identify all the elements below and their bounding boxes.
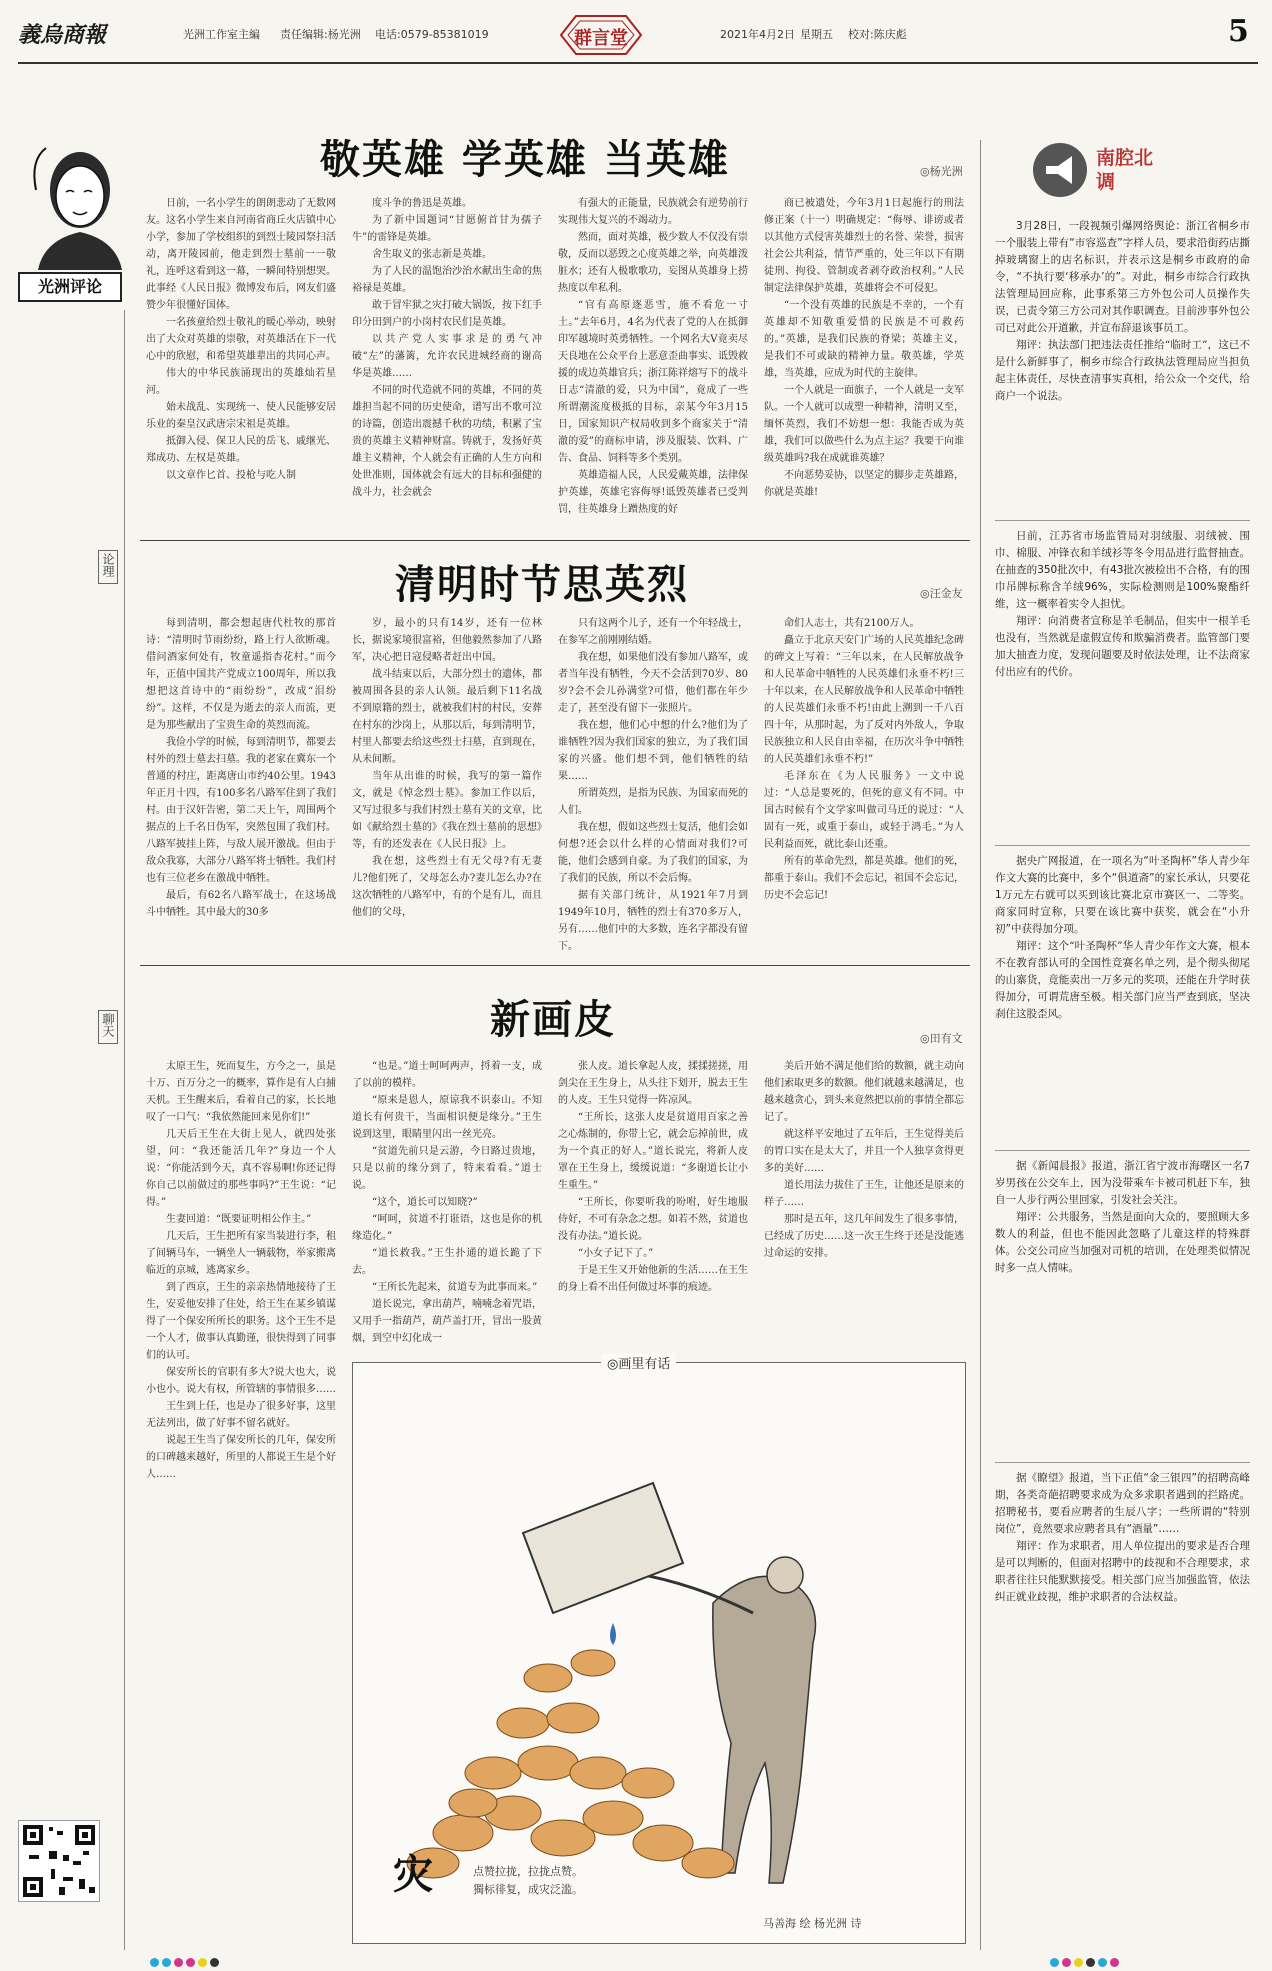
- cartoon-box: [352, 1357, 966, 1944]
- issue-date: 2021年4月2日: [720, 28, 795, 41]
- column-label-box: [18, 272, 122, 302]
- tag-liaotian-text: 聊天: [101, 1013, 115, 1037]
- color-dot: [198, 1958, 207, 1967]
- column-logo-text: 群言堂: [574, 28, 628, 49]
- color-dot: [1074, 1958, 1083, 1967]
- cartoon-char: 灾: [393, 1851, 433, 1898]
- tag-lunli: [98, 550, 118, 584]
- author-portrait: [18, 130, 122, 270]
- column-logo: [556, 12, 646, 58]
- masthead: [18, 14, 1258, 62]
- article2-col3: 只有这两个儿子，还有一个年轻战士，在参军之前刚刚结婚。 我在想，如果他们没有参加八路军，或者当年没有牺牲，今天不会活到70岁、80岁?会不会儿孙满堂?可惜，他们都在年少走了，甚至没有留下一张照片。 我在想，他们心中想的什么?他们为了谁牺牲?因为我们国家的独立，为了我们国家的兴盛。他们想不到，他们牺牲的结果…… 所谓英烈，是指为民族、为国家而死的人们。 我在想，假如这些烈士复活，他们会如何想?还会以什么样的心情面对我们?可能，他们会感到自豪。为了我们的国家，为了我们的民族，所以不会后悔。 据有关部门统计，从1921年7月到1949年10月，牺牲的烈士有370多万人，另有……他们中的大多数，连名字都没有留下。: [558, 618, 748, 952]
- article1-title: 敬英雄 学英雄 当英雄: [320, 137, 730, 183]
- nanqiang-label: 南腔北调: [1096, 147, 1154, 193]
- header-rule: [18, 62, 1258, 64]
- article3-title: 新画皮: [490, 997, 616, 1043]
- footer-color-dots-right: [1050, 1952, 1122, 1971]
- right-block-3: 据央广网报道，在一项名为“叶圣陶杯”华人青少年作文大赛的比赛中，多个“俱道斋”的家长承认，只要花1万元左右就可以买到该比赛北京市赛区一、二等奖。商家同时宣称，只要在该比赛中获奖，就会在“小升初”中获得加分项。 翔评：这个“叶圣陶杯”华人青少年作文大赛，根本不在教育部认可的全国性竞赛名单之列，是个彻头彻尾的山寨货，竟能卖出一万多元的奖项，还能在升学时获得加分，可谓荒唐至极。相关部门应当严查到底，坚决刹住这股歪风。: [995, 855, 1250, 1020]
- qr-code: [18, 1820, 100, 1902]
- issue-weekday: 星期五: [800, 28, 833, 41]
- article1-col4: 商已被遗处，今年3月1日起施行的刑法修正案（十一）明确规定：“侮辱、诽谤或者以其他方式侵害英雄烈士的名誉、荣誉，损害社会公共利益，情节严重的，处三年以下有期徒刑、拘役、管制或者剥夺政治权利。”人民制定法律保护英雄，英雄将会不可侵犯。 “一个没有英雄的民族是不幸的，一个有英雄却不知敬重爱惜的民族是不可救药的。”英雄，是我们民族的脊梁；英雄主义，是我们不可或缺的精神力量。敬英雄，学英雄，当英雄，应成为时代的主旋律。 一个人就是一面旗子，一个人就是一支军队。一个人就可以成塑一种精神，清明又至，缅怀英烈，我们不妨想一想：我能否成为英雄，我们可以做些什么为点主运？我要干向谁级英雄吗?我在成就谁英雄？ 不向恶势妥协，以坚定的脚步走英雄路，你就是英雄!: [764, 198, 964, 498]
- article3-col3: 张人皮。道长拿起人皮，揉揉搓搓，用剑尖在王生身上，从头往下划开，脱去王生的人皮。王生只觉得一阵凉风。 “王所长，这张人皮是贫道用百家之善之心炼制的，你带上它，就会忘掉前世，成为一个真正的好人。”道长说完，将新人皮罩在王生身上，缓缓说道：“多谢道长让小生重生。” “王所长，你要听我的吩咐，好生地服侍好，不可有杂念之想。如若不然，贫道也没有办法。”道长说。 “小女子记下了。” 于是王生又开始他新的生活……在王生的身上看不出任何做过坏事的痕迹。: [558, 1061, 748, 1293]
- right-block-5: 据《瞭望》报道，当下正值“金三银四”的招聘高峰期，各类奇葩招聘要求成为众多求职者遇到的拦路虎。招聘秘书，要看应聘者的生辰八字；一些所谓的“特别岗位”，竟然要求应聘者具有“酒量”…… 翔评：作为求职者，用人单位提出的要求是否合理是可以判断的，但面对招聘中的歧视和不合理要求，求职者往往只能默默接受。相关部门应当加强监管，依法纠正就业歧视，维护求职者的合法权益。: [995, 1472, 1250, 1603]
- article1-col3: 有强大的正能量，民族就会有逆势前行实现伟大复兴的不竭动力。 然而，面对英雄，极少数人不仅没有崇敬，反而以恶毁之心度英雄之举，向英雄泼脏水；还有人极歌歌功，妄图从英雄身上捞热度以牟私利。 “官有高原逐恶雪，施不看危一寸土。”去年6月，4名为代表了党的人在抵御印军越境时英勇牺牲。一个网名大V竟卖尽天良地在公众平台上恶意歪曲事实、诋毁救援的成边英雄官兵；浙江陈祥熔写下的战斗日志“清澈的爱，只为中国”，竟成了一些所谓潮流度极抵的目标，亲某今年3月15日，国家知识产权局收到多个商家关于“清澈的爱”的商标申请，涉及服装、饮料、广告、食品、饲料等多个类别。 英雄造福人民，人民爱戴英雄，法律保护英雄，英雄宅容侮辱!诋毁英雄者已受判罚，往英雄身上蹭热度的好: [558, 198, 748, 515]
- article2-bottom-rule: [140, 965, 970, 966]
- sidebar-rule: [124, 310, 125, 1950]
- right-divider-3: [995, 1150, 1250, 1151]
- proofreader-label: 校对:陈庆彪: [848, 28, 907, 41]
- cartoon-credit: 马善海 绘 杨光洲 诗: [763, 1917, 862, 1930]
- footer-color-dots-left: [150, 1952, 222, 1971]
- color-dot: [1062, 1958, 1071, 1967]
- article3-col2: “也是。”道士呵呵两声，捋着一支，成了以前的模样。 “原来是恩人，原谅我不识泰山。不知道长有何贵干，当面相识便是缘分。”王生说到这里，眼睛里闪出一丝光亮。 “贫道先前只是云游，今日路过贵地，只是以前的缘分到了，特来看看。”道士说。 “这个，道长可以知晓?” “呵呵，贫道不打诳语，这也是你的机缘造化。” “道长救我。”王生扑通的道长跪了下去。 “王所长先起来，贫道专为此事而来。” 道长说完，拿出葫芦，喃喃念着咒语，又用手一指葫芦，葫芦盖打开，冒出一股黄烟，到空中幻化成一: [352, 1061, 542, 1344]
- article2-col1: 每到清明，都会想起唐代杜牧的那首诗：“清明时节雨纷纷，路上行人欲断魂。借问酒家何处有，牧童遥指杏花村。”而今年，正值中国共产党成立100周年，所以我想把这首诗中的“雨纷纷”，改成“泪纷纷”。这样，不仅是为逝去的亲人而流，更是为那些献出了宝贵生命的英烈而流。 我俭小学的时候，每到清明节，都要去村外的烈士墓去扫墓。我的老家在冀东一个普通的村庄，距离唐山市约40公里。1943年正月十四，有100多名八路军住到了我们村。由于汉奸告密，第二天上午，周围两个据点的上千名日伪军，突然包围了我们村。八路军披挂上阵，与敌人展开激战。但由于敌众我寡，大部分八路军将士牺牲。我们村也有三位老乡在激战中牺牲。 最后，有62名八路军战士，在这场战斗中牺牲。其中最大的30多: [146, 618, 336, 918]
- cartoon-illustration: [353, 1363, 965, 1943]
- article3-col4: 美后开始不满足他们给的数额，就主动向他们索取更多的数额。他们就越来越满足，也越来越贪心，到头来竟然把以前的事情全都忘记了。 就这样平安地过了五年后，王生觉得美后的胃口实在是太大了，并且一个人独享贪得更多的美好…… 道长用法力拔住了王生，让他还是原来的样子…… 那时是五年，这几年间发生了很多事情，已经成了历史……这一次王生终于还是没能逃过命运的安排。: [764, 1061, 964, 1259]
- article2-col2: 岁，最小的只有14岁，还有一位林长，据说家境很富裕，但他毅然参加了八路军，决心把日寇侵略者赶出中国。 战斗结束以后，大部分烈士的遗体，都被周围各县的亲人认领。最后剩下11名战不到原籍的烈士，就被我们村的村民，安葬在村东的沙岗上，从那以后，每到清明节，村里人都要去给这些烈士扫墓，直到现在，从未间断。 当年从出谁的时候，我写的第一篇作文，就是《悼念烈士墓》。参加工作以后，又写过很多与我们村烈士墓有关的文章，比如《献给烈士墓的》《我在烈士墓前的思想》等，有的还发表在《人民日报》上。 我在想，这些烈士有无父母?有无妻儿?他们死了，父母怎么办?妻儿怎么办?在这次牺牲的八路军中，有的个是有儿，而且他们的父母，: [352, 618, 542, 918]
- megaphone-icon: [1030, 140, 1090, 200]
- color-dot: [210, 1958, 219, 1967]
- color-dot: [1050, 1958, 1059, 1967]
- duty-editor-label: 责任编辑:杨光洲: [280, 28, 361, 41]
- article1-bottom-rule: [140, 540, 970, 541]
- color-dot: [162, 1958, 171, 1967]
- cartoon-caption-1: 点赞拉拢，拉拢点赞。: [473, 1865, 583, 1878]
- tag-liaotian: [98, 1010, 118, 1044]
- article2-col4: 命们人志士，共有2100万人。 矗立于北京天安门广场的人民英雄纪念碑的碑文上写着：“三年以来，在人民解放战争和人民革命中牺牲的人民英雄们永垂不朽!三十年以来，在人民解放战争和人民革命中牺牲的人民英雄们永垂不朽!由此上溯到一千八百四十年，从那时起，为了反对内外敌人，争取民族独立和人民自由幸福，在历次斗争中牺牲的人民英雄们永垂不朽!” 毛泽东在《为人民服务》一文中说过：“人总是要死的，但死的意义有不同。中国古时候有个文学家叫做司马迁的说过：“人固有一死，或重于泰山，或轻于鸿毛。”为人民利益而死，就比泰山还重。 所有的革命先烈，都是英雄。他们的死，都重于泰山。我们不会忘记，祖国不会忘记，历史不会忘记!: [764, 618, 964, 901]
- author-portrait-icon: [18, 130, 122, 270]
- article1-col2: 度斗争的鲁迅是英雄。 为了新中国题词“甘愿俯首甘为孺子牛”的雷锋是英雄。 舍生取义的张志新是英雄。 为了人民的温饱治沙治水献出生命的焦裕禄是英雄。 敢于冒牢狱之灾打破大锅饭，按下红手印分田到户的小岗村农民们是英雄。 以共产党人实事求是的勇气冲破“左”的藩篱，允许农民进城经商的谢高华是英雄…… 不同的时代造就不同的英雄，不同的英雄担当起不同的历史使命，谱写出不歌可泣的诗篇，创造出震撼千秋的功绩，积累了宝贵的英雄主义精神财富。铸就于，发扬好英雄主义精神，个人就会有正确的人生方向和处世准则，国体就会有远大的目标和强健的战斗力，社会就会: [352, 198, 542, 498]
- article3-byline: ◎田有文: [920, 1032, 963, 1045]
- editor-label: 光洲工作室主編: [183, 28, 260, 41]
- color-dot: [150, 1958, 159, 1967]
- article1-byline: ◎杨光洲: [920, 165, 963, 178]
- color-dot: [1110, 1958, 1119, 1967]
- article1-col1: 日前，一名小学生的朗朗悲动了无数网友。这名小学生来自河南省商丘火店镇中心小学，参加了学校组织的到烈士陵园祭扫活动，离开陵园前，他走到烈士墓前一一敬礼，连呼这看到这一幕，一瞬间特别想哭。此事经《人民日报》微博发布后，网友们盛赞少年很懂好国体。 一名孩童给烈士敬礼的暖心举动，映射出了大众对英雄的崇敬，对英雄活在下一代心中的欣慰，和希望英雄辈出的共同心声。 伟大的中华民族涌现出的英雄灿若星河。 始未战乱、实现统一、使人民能够安居乐业的秦皇汉武唐宗宋祖是英雄。 抵御入侵、保卫人民的岳飞、戚继光、郑成功、左权是英雄。 以文章作匕首、投枪与吃人制: [146, 198, 336, 481]
- tag-lunli-text: 论理: [101, 553, 115, 577]
- right-divider-2: [995, 845, 1250, 846]
- right-column-rule: [980, 140, 981, 1950]
- column-label: 光洲评论: [37, 277, 102, 296]
- right-block-1: 3月28日，一段视频引爆网络舆论：浙江省桐乡市一个服装上带有“市容巡查”字样人员，要求沿街药店撕掉玻璃窗上的店名标识，并表示这是桐乡市政府的命令，“不执行要‘移承办’的”。对此，桐乡市综合行政执法管理局回应称，此事系第三方外包公司人员操作失误，已责令第三方公司对其作职调查。目前涉事外包公司已对此公开道歉，并宣布辞退该事员工。 翔评：执法部门把违法责任推给“临时工”，这已不是什么新鲜事了，桐乡市综合行政执法管理局应当担负起主体责任，尽快查清事实真相，给公众一个交代，给商户一个说法。: [995, 220, 1250, 402]
- article2-title: 清明时节思英烈: [395, 562, 689, 608]
- article2-byline: ◎汪金友: [920, 587, 963, 600]
- right-block-2: 日前，江苏省市场监管局对羽绒服、羽绒被、围巾、棉服、冲锋衣和羊绒衫等冬令用品进行监督抽查。在抽查的350批次中，有43批次被检出不合格，有的围巾吊牌标称含羊绒96%，实际检测则是100%聚酯纤维，这一概率着实令人担忧。 翔评：向消费者宣称是羊毛制品，但实中一根羊毛也没有，当然就是虚假宣传和欺骗消费者。监管部门要加大抽查力度，发现问题要及时依法处理，让不法商家付出应有的代价。: [995, 530, 1250, 678]
- cartoon-section-label: ◎画里有话: [601, 1353, 676, 1372]
- page-number: 5: [1228, 14, 1249, 49]
- right-block-4: 据《新闻晨报》报道，浙江省宁波市海曙区一名7岁男孩在公交车上，因为没带乘车卡被司机赶下车，独自一人步行两公里回家，引发社会关注。 翔评：公共服务，当然是面向大众的，要照顾大多数人的利益，但也不能因此忽略了儿童这样的特殊群体。公交公司应当加强对司机的培训，在处理类似情况时多一点人情味。: [995, 1160, 1250, 1274]
- color-dot: [1086, 1958, 1095, 1967]
- nanqiang-badge: [1030, 140, 1210, 200]
- qr-code-icon: [19, 1821, 99, 1901]
- article3-col1: 太原王生，死而复生，方今之一，虽是十万、百万分之一的概率，算作是有人白捕天机。王生醒来后，看着自己的家，长长地叹了一口气：“我依然能回来见你们!” 几天后王生在大街上见人，就四处张望，问：“我还能活几年?”身边一个人说：“你能活到今天，真不容易啊!你还记得你自己以前做过的那些事吗?”王生说：“记得。” 生妻回道：“既要证明相公作主。” 几天后，王生把所有家当装进行李，租了间辆马车，一辆坐人一辆载物，举家搬离临近的京城，逃离家乡。 到了西京，王生的亲亲热情地接待了王生，安妥他安排了住处，给王生在某乡镇谋得了一个保安所所长的职务。这个王生不是一个人才，做事认真勤谨，很快得到了同事们的认可。 保安所长的官职有多大?说大也大，说小也小。说大有权，所管辖的事情很多…… 王生到上任，也是办了很多好事，这里无法列出，做了好事不留名就好。 说起王生当了保安所长的几年，保安所的口碑越来越好，所里的人都说王生是个好人……: [146, 1061, 336, 1480]
- cartoon-caption-2: 獨标徘复，成灾泛滥。: [473, 1883, 583, 1896]
- color-dot: [174, 1958, 183, 1967]
- right-divider-4: [995, 1462, 1250, 1463]
- right-divider-1: [995, 520, 1250, 521]
- color-dot: [1098, 1958, 1107, 1967]
- paper-name: 義烏商報: [18, 22, 107, 48]
- color-dot: [186, 1958, 195, 1967]
- phone-label: 电话:0579-85381019: [375, 28, 489, 41]
